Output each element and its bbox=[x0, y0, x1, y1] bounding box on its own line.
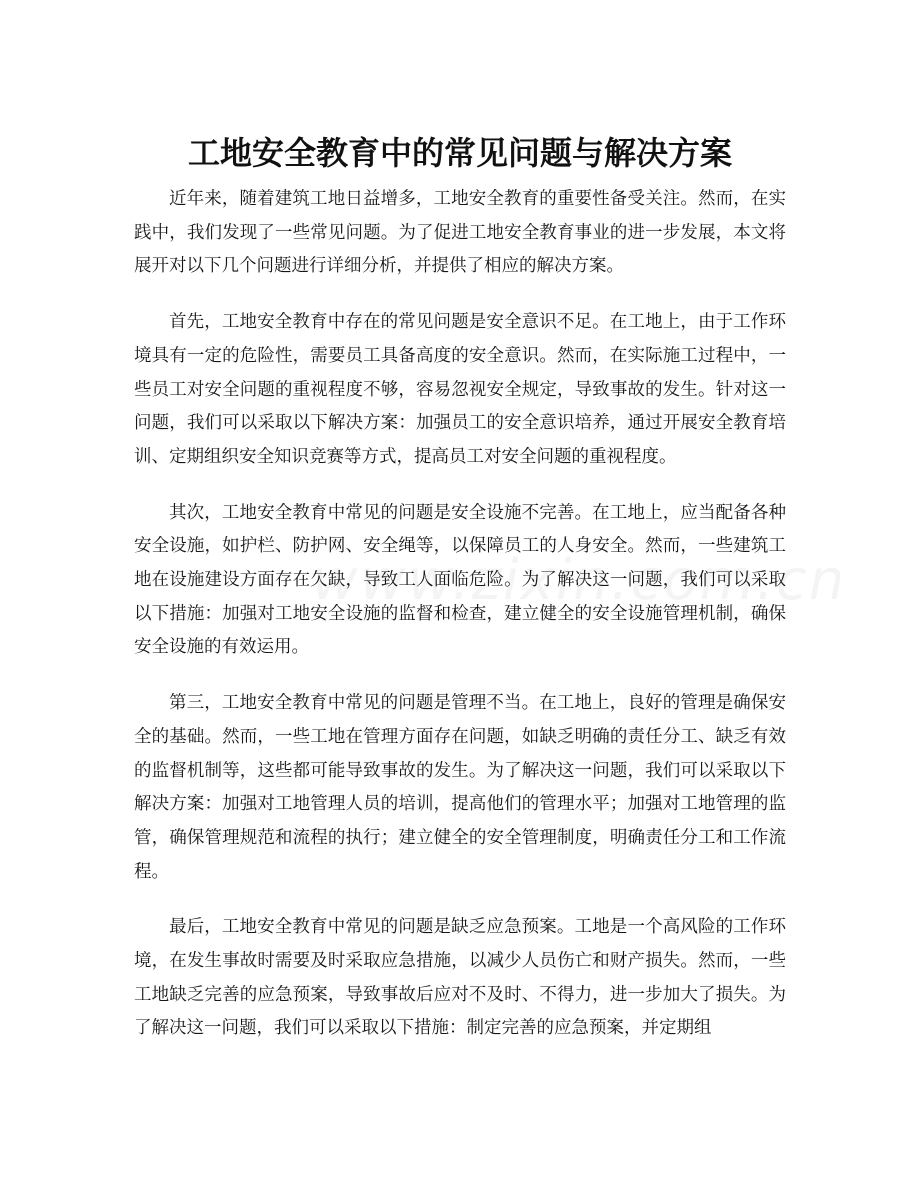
document-title: 工地安全教育中的常见问题与解决方案 bbox=[187, 134, 732, 173]
paragraph-safety-awareness: 首先，工地安全教育中存在的常见问题是安全意识不足。在工地上，由于工作环境具有一定的危险性，需要员工具备高度的安全意识。然而，在实际施工过程中，一些员工对安全问题的重视程度不够，容易忽视安全规定，导致事故的发生。针对这一问题，我们可以采取以下解决方案：加强员工的安全意识培养，通过开展安全教育培训、定期组织安全知识竞赛等方式，提高员工对安全问题的重视程度。 bbox=[134, 312, 786, 467]
document-body bbox=[134, 183, 786, 1068]
paragraph-management: 第三，工地安全教育中常见的问题是管理不当。在工地上，良好的管理是确保安全的基础。然而，一些工地在管理方面存在问题，如缺乏明确的责任分工、缺乏有效的监督机制等，这些都可能导致事故的发生。为了解决这一问题，我们可以采取以下解决方案：加强对工地管理人员的培训，提高他们的管理水平；加强对工地管理的监管，确保管理规范和流程的执行；建立健全的安全管理制度，明确责任分工和工作流程。 bbox=[134, 693, 786, 882]
paragraph-intro: 近年来，随着建筑工地日益增多，工地安全教育的重要性备受关注。然而，在实践中，我们发现了一些常见问题。为了促进工地安全教育事业的进一步发展，本文将展开对以下几个问题进行详细分析，并提供了相应的解决方案。 bbox=[134, 189, 786, 277]
paragraph-emergency-plan: 最后，工地安全教育中常见的问题是缺乏应急预案。工地是一个高风险的工作环境，在发生事故时需要及时采取应急措施，以减少人员伤亡和财产损失。然而，一些工地缺乏完善的应急预案，导致事故后应对不及时、不得力，进一步加大了损失。为了解决这一问题，我们可以采取以下措施：制定完善的应急预案，并定期组 bbox=[134, 917, 786, 1039]
paragraph-safety-facilities: 其次，工地安全教育中常见的问题是安全设施不完善。在工地上，应当配备各种安全设施，如护栏、防护网、安全绳等，以保障员工的人身安全。然而，一些建筑工地在设施建设方面存在欠缺，导致工人面临危险。为了解决这一问题，我们可以采取以下措施：加强对工地安全设施的监督和检查，建立健全的安全设施管理机制，确保安全设施的有效运用。 bbox=[134, 502, 786, 658]
